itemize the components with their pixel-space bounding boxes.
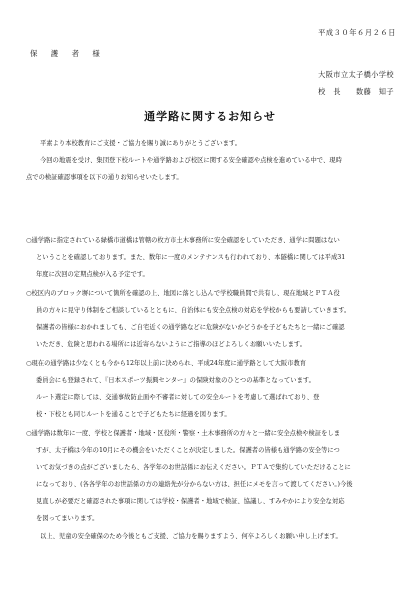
principal-name: 校 長 数藤 知子	[318, 87, 394, 96]
date: 平成３０年６月２６日	[318, 28, 396, 37]
recipient: 保 護 者 様	[30, 49, 103, 58]
body-line: 保護者の皆様におかれましても、ご自宅近くの通学路などに危険がないかどうかを子どもたちと一緒にご確認	[36, 324, 345, 331]
body-line: 年度に次回の定期点検が入る予定です。	[36, 271, 149, 278]
body-line: ということを確認しております。また、数年に一度のメンテナンスも行われており、本隧橋に関しては平成31	[36, 254, 346, 261]
body-line: ルート選定に際しては、交通事故防止面や不審者に対しての安全ルートを考慮して選ばれており、登	[36, 394, 320, 401]
body-line: すが、太子橋は今年の10月にその機会をいただくことが決定しました。保護者の皆様も通学路の安全等につ	[36, 447, 340, 454]
body-line: 見直しが必要だと確認された事項に関しては学校・保護者・地域で検証、協議し、すみやかにより安全な対応	[36, 498, 345, 505]
body-line: 平素より本校教育にご支援・ご協力を賜り誠にありがとうございます。	[40, 140, 241, 147]
body-line: 員の方々に見守り体制をご相談しているとともに、自治体にも安全点検の対応を学校からも要請していきます。	[36, 307, 351, 314]
body-line: を図ってまいります。	[36, 515, 99, 522]
notice-title: 通学路に関するお知らせ	[144, 110, 276, 123]
body-line: 委員会にも登録されて、『日本スポーツ振興センター』の保険対象のひとつの基準となっています。	[36, 377, 315, 384]
body-line: 点での検証確認事項を以下の通りお知らせいたします。	[26, 174, 183, 181]
body-line: 以上、児童の安全確保のため今後ともご支援、ご協力を賜りますよう、何卒よろしくお願い申し上げます。	[40, 533, 342, 540]
body-line: いただき、危険と思われる場所には近寄らないようにご指導のほどよろしくお願いいたします。	[36, 341, 307, 348]
body-line: ○通学路は数年に一度、学校と保護者・地域・区役所・警察・土木事務所の方々と一緒に安全点検や検証をしま	[26, 430, 341, 437]
body-line: になっており、(各各学年のお世話係の方の連絡先が分からない方は、担任にメモを言って渡してください。)今後	[36, 481, 353, 488]
body-line: ○通学路に指定されている緑橋市道橋は管轄の枚方市土木事務所に安全確認をしていただき、通学に問題はない	[26, 237, 340, 244]
body-line: いてお気づきの点がございましたら、各学年のお世話係にお伝えください。ＰＴＡで集約していただけることに	[36, 464, 351, 471]
body-line: ○現在の通学路は少なくとも今から12年以上前に決められ、平成24年度に通学路として大阪市教育	[26, 360, 307, 367]
body-line: 今回の地震を受け、集団登下校ルートや通学路および校区に関する安全確認や点検を進めている中で、現時	[40, 157, 342, 164]
body-line: 校・下校とも同じルートを通ることで子どもたちに経過を図ります。	[36, 411, 231, 418]
school-name: 大阪市立太子橋小学校	[318, 70, 394, 79]
body-line: ○校区内のブロック塀について箇所を確認の上、地図に落とし込んで学校職員間で共有し、現在地域とＰＴＡ役	[26, 290, 340, 297]
